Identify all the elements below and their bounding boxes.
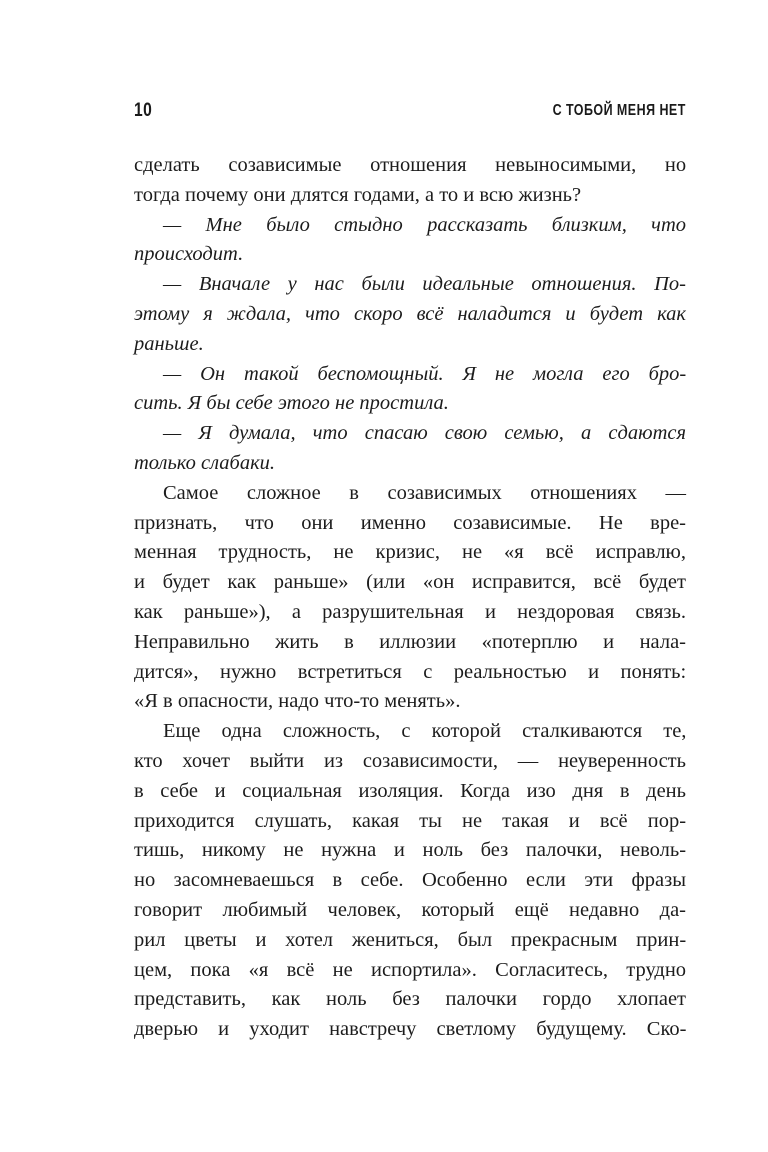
text-line: тишь, никому не нужна и ноль без палочки, неволь- xyxy=(134,839,687,862)
body-text xyxy=(134,151,686,1045)
text-line: — Он такой беспомощный. Я не могла его бро- xyxy=(163,362,687,385)
text-line: Самое сложное в созависимых отношениях — xyxy=(163,481,686,504)
paragraph xyxy=(134,717,686,1045)
text-line: этому я ждала, что скоро всё наладится и будет как xyxy=(134,302,686,325)
text-line: менная трудность, не кризис, не «я всё исправлю, xyxy=(134,541,686,564)
text-line: — Я думала, что спасаю свою семью, а сдаются xyxy=(163,422,686,445)
paragraph xyxy=(134,479,686,717)
text-line: в себе и социальная изоляция. Когда изо дня в день xyxy=(134,779,686,802)
text-line: признать, что они именно созависимые. Не вре- xyxy=(134,511,686,534)
running-title: С ТОБОЙ МЕНЯ НЕТ xyxy=(552,102,686,119)
text-line: представить, как ноль без палочки гордо хлопает xyxy=(134,988,686,1011)
text-line: только слабаки. xyxy=(134,451,276,474)
quote-paragraph xyxy=(134,419,686,479)
text-line: кто хочет выйти из созависимости, — неуверенность xyxy=(134,749,686,772)
quote-paragraph xyxy=(134,270,686,359)
text-line: сить. Я бы себе этого не простила. xyxy=(134,392,449,415)
text-line: происходит. xyxy=(134,243,244,266)
text-line: сделать созависимые отношения невыносимыми, но xyxy=(134,154,687,176)
text-line: и будет как раньше» (или «он исправится, всё будет xyxy=(134,571,686,594)
quote-paragraph xyxy=(134,211,686,271)
text-line: рил цветы и хотел жениться, был прекрасным прин- xyxy=(134,928,687,951)
quote-paragraph xyxy=(134,360,686,420)
text-line: Неправильно жить в иллюзии «потерплю и нала- xyxy=(134,630,686,653)
text-line: говорит любимый человек, который ещё недавно да- xyxy=(134,898,686,921)
text-line: раньше. xyxy=(134,332,204,355)
text-line: «Я в опасности, надо что-то менять». xyxy=(134,690,461,713)
text-line: Еще одна сложность, с которой сталкиваются те, xyxy=(163,720,687,743)
text-line: — Мне было стыдно рассказать близким, что xyxy=(163,213,686,236)
text-line: — Вначале у нас были идеальные отношения. По- xyxy=(163,273,686,296)
page-header xyxy=(134,100,686,126)
text-line: дверью и уходит навстречу светлому будущему. Ско- xyxy=(134,1018,687,1041)
page-number: 10 xyxy=(134,100,153,121)
text-line: как раньше»), а разрушительная и нездоровая связь. xyxy=(134,600,686,623)
text-line: дится», нужно встретиться с реальностью и понять: xyxy=(134,660,687,683)
text-line: но засомневаешься в себе. Особенно если эти фразы xyxy=(134,869,686,892)
text-line: приходится слушать, какая ты не такая и всё пор- xyxy=(134,809,687,832)
paragraph xyxy=(134,151,686,211)
text-line: тогда почему они длятся годами, а то и всю жизнь? xyxy=(134,183,582,206)
text-line: цем, пока «я всё не испортила». Согласитесь, трудно xyxy=(134,958,687,981)
